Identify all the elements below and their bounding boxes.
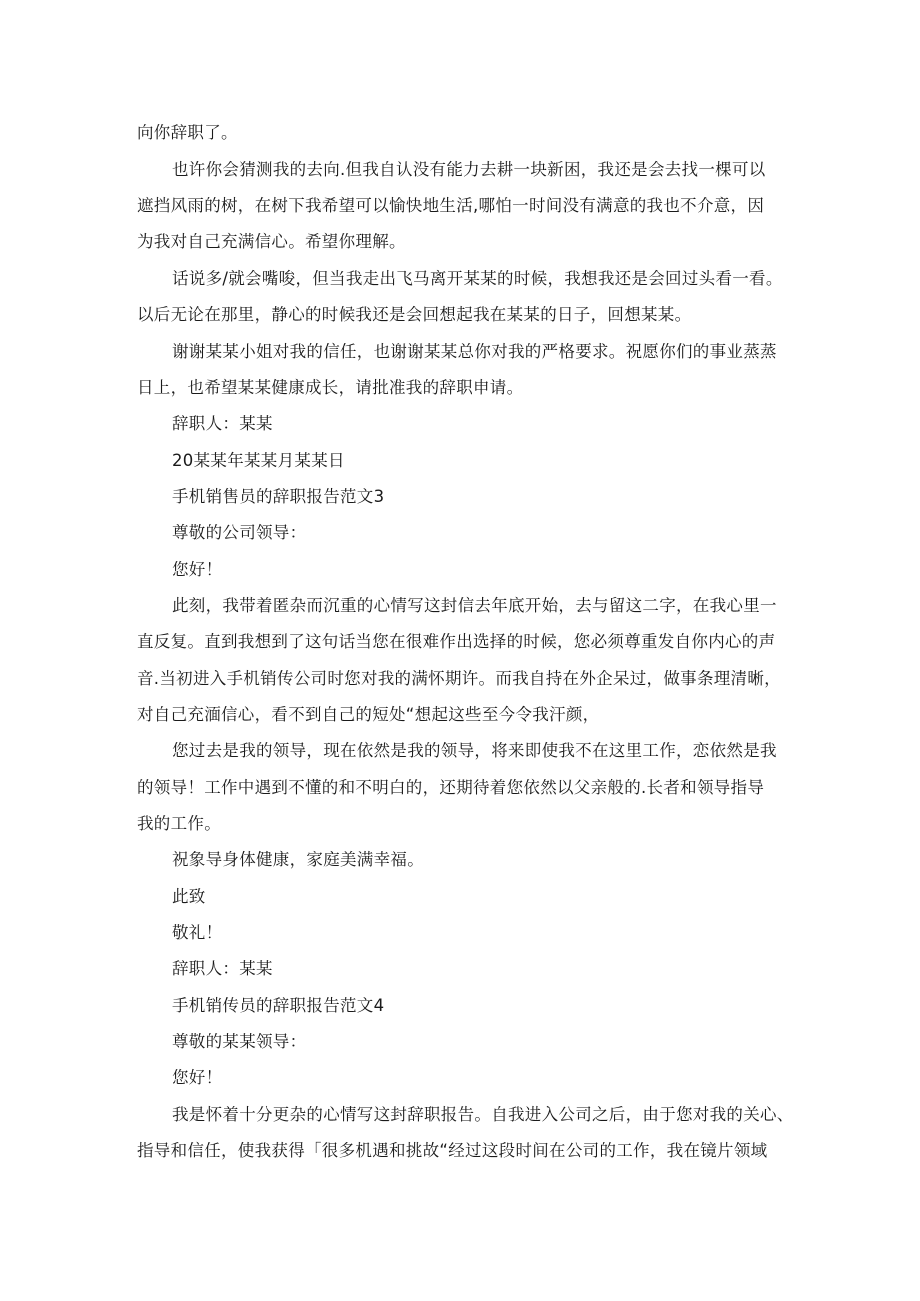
- text-line: 遮挡风雨的树，在树下我希望可以愉快地生活,哪怕一时间没有满意的我也不介意，因: [137, 196, 765, 215]
- text-line: 谢谢某某小姐对我的信任，也谢谢某某总你对我的严格要求。祝愿你们的事业蒸蒸: [172, 342, 777, 361]
- date-line: 20某某年某某月某某日: [172, 451, 345, 470]
- text-line: 为我对自己充满信心。希望你理解。: [137, 232, 406, 251]
- text-line: 日上，也希望某某健康成长，请批准我的辞职申请。: [137, 378, 524, 397]
- text-line: 音.当初进入手机销传公司时您对我的满怀期许。而我自持在外企呆过，做事条理清晰，: [137, 669, 781, 688]
- text-line: 祝象导身体健康，家庭美满幸福。: [172, 850, 424, 869]
- salutation: 尊敬的公司领导：: [172, 523, 307, 542]
- text-line: 您过去是我的领导，现在依然是我的领导，将来即使我不在这里工作，恋依然是我: [172, 741, 777, 760]
- text-line: 的领导！工作中遇到不懂的和不明白的，还期待着您依然以父亲般的.长者和领导指导: [137, 778, 765, 797]
- signature-line: 辞职人：某某: [172, 959, 273, 978]
- text-line: 话说多/就会嘴唆，但当我走出飞马离开某某的时候，我想我还是会回过头看一看。: [172, 269, 783, 288]
- greeting: 您好！: [172, 560, 223, 579]
- text-line: 我的工作。: [137, 814, 221, 833]
- section-title: 手机销传员的辞职报告范文4: [172, 996, 385, 1015]
- salutation: 尊敬的某某领导：: [172, 1032, 307, 1051]
- text-line: 也许你会猜测我的去向.但我自认没有能力去耕一块新困，我还是会去找一棵可以: [172, 160, 766, 179]
- text-line: 对自己充湎信心，看不到自己的短处“想起这些至今令我汗颜，: [137, 705, 600, 724]
- greeting: 您好！: [172, 1068, 223, 1087]
- text-line: 向你辞职了。: [137, 123, 238, 142]
- text-line: 此刻，我带着匿杂而沉重的心情写这封信去年底开始，去与留这二字，在我心里一: [172, 596, 777, 615]
- closing-line: 此致: [172, 887, 206, 906]
- section-title: 手机销售员的辞职报告范文3: [172, 487, 385, 506]
- text-line: 我是怀着十分更杂的心情写这封辞职报告。自我进入公司之后，由于您对我的关心、: [172, 1105, 794, 1124]
- signature-line: 辞职人：某某: [172, 414, 273, 433]
- text-line: 直反复。直到我想到了这句话当您在很难作出选择的时候，您必须尊重发自你内心的声: [137, 632, 776, 651]
- closing-line: 敬礼！: [172, 923, 223, 942]
- text-line: 指导和信任，使我获得「很多机遇和挑故“经过这段时间在公司的工作，我在镜片领域: [137, 1141, 768, 1160]
- text-line: 以后无论在那里，静心的时候我还是会回想起我在某某的日子，回想某某。: [137, 305, 692, 324]
